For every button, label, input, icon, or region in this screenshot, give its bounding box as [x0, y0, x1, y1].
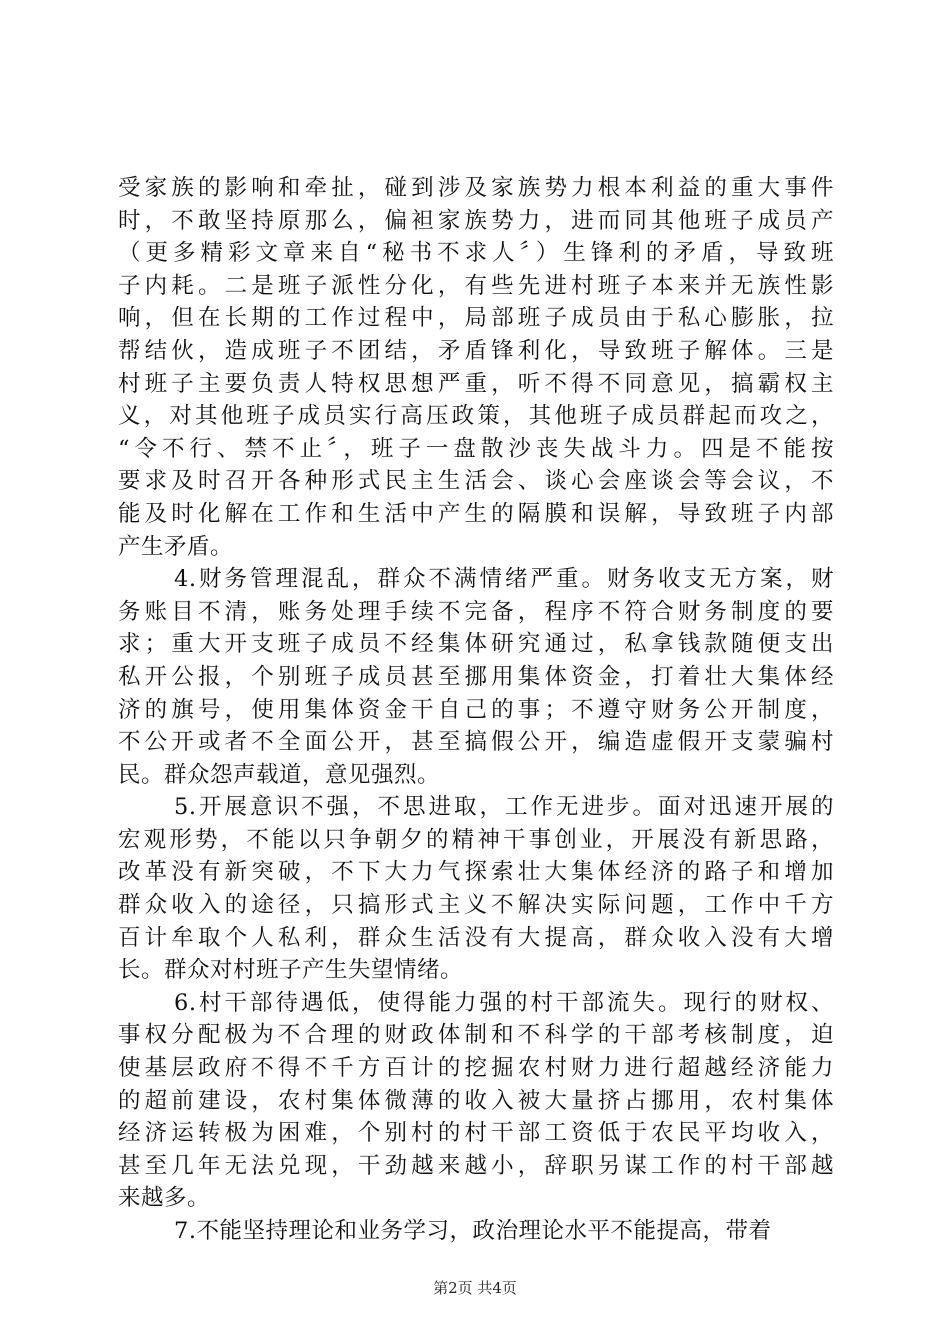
text-line: （更多精彩文章来自“秘书不求人〞）生锋利的矛盾，导致班 — [118, 240, 834, 267]
text-line: 百计牟取个人私利，群众生活没有大提高，群众收入没有大增 — [118, 924, 834, 951]
text-line: “令不行、禁不止〞，班子一盘散沙丧失战斗力。四是不能按 — [118, 435, 834, 462]
text-line: 求；重大开支班子成员不经集体研究通过，私拿钱款随便支出 — [118, 631, 834, 658]
text-line: 子内耗。二是班子派性分化，有些先进村班子本来并无族性影 — [118, 272, 834, 299]
text-line: 受家族的影响和牵扯，碰到涉及家族势力根本利益的重大事件 — [118, 175, 834, 201]
text-line: 群众收入的途径，只搞形式主义不解决实际问题，工作中千方 — [118, 892, 834, 919]
text-line: 响，但在长期的工作过程中，局部班子成员由于私心膨胀，拉 — [118, 305, 834, 332]
page-number-footer: 第2页 共4页 — [433, 1279, 517, 1297]
text-line: 改革没有新突破，不下大力气探索壮大集体经济的路子和增加 — [118, 859, 834, 886]
text-line: 义，对其他班子成员实行高压政策，其他班子成员群起而攻之， — [118, 403, 834, 430]
paragraph-heading-4: 4.财务管理混乱，群众不满情绪严重。财务收支无方案，财 — [174, 566, 834, 593]
text-line: 的超前建设，农村集体微薄的收入被大量挤占挪用，农村集体 — [118, 1087, 834, 1114]
text-line: 宏观形势，不能以只争朝夕的精神干事创业，开展没有新思路， — [118, 826, 834, 853]
text-line: 帮结伙，造成班子不团结，矛盾锋利化，导致班子解体。三是 — [118, 337, 834, 364]
text-line: 私开公报，个别班子成员甚至挪用集体资金，打着壮大集体经 — [118, 663, 834, 690]
text-line: 村班子主要负责人特权思想严重，听不得不同意见，搞霸权主 — [118, 370, 834, 397]
paragraph-heading-6: 6.村干部待遇低，使得能力强的村干部流失。现行的财权、 — [174, 989, 834, 1016]
text-line: 事权分配极为不合理的财政体制和不科学的干部考核制度，迫 — [118, 1022, 834, 1049]
paragraph-heading-7: 7.不能坚持理论和业务学习，政治理论水平不能提高，带着 — [174, 1218, 772, 1244]
text-line: 产生矛盾。 — [118, 533, 234, 560]
text-line: 长。群众对村班子产生失望情绪。 — [118, 957, 464, 984]
text-line: 使基层政府不得不千方百计的挖掘农村财力进行超越经济能力 — [118, 1055, 834, 1082]
text-line: 济的旗号，使用集体资金干自己的事；不遵守财务公开制度， — [118, 696, 834, 723]
body-text — [118, 172, 834, 1248]
text-line: 时，不敢坚持原那么，偏袒家族势力，进而同其他班子成员产 — [118, 207, 834, 234]
text-line: 民。群众怨声载道，意见强烈。 — [118, 761, 441, 788]
text-line: 不公开或者不全面公开，甚至搞假公开，编造虚假开支蒙骗村 — [118, 729, 834, 756]
text-line: 经济运转极为困难，个别村的村干部工资低于农民平均收入， — [118, 1120, 834, 1147]
text-line: 能及时化解在工作和生活中产生的隔膜和误解，导致班子内部 — [118, 500, 834, 527]
paragraph-heading-5: 5.开展意识不强，不思进取，工作无进步。面对迅速开展的 — [174, 794, 834, 821]
text-line: 要求及时召开各种形式民主生活会、谈心会座谈会等会议，不 — [118, 468, 834, 495]
text-line: 来越多。 — [118, 1185, 211, 1212]
text-line: 务账目不清，账务处理手续不完备，程序不符合财务制度的要 — [118, 598, 834, 625]
text-line: 甚至几年无法兑现，干劲越来越小，辞职另谋工作的村干部越 — [118, 1152, 834, 1179]
